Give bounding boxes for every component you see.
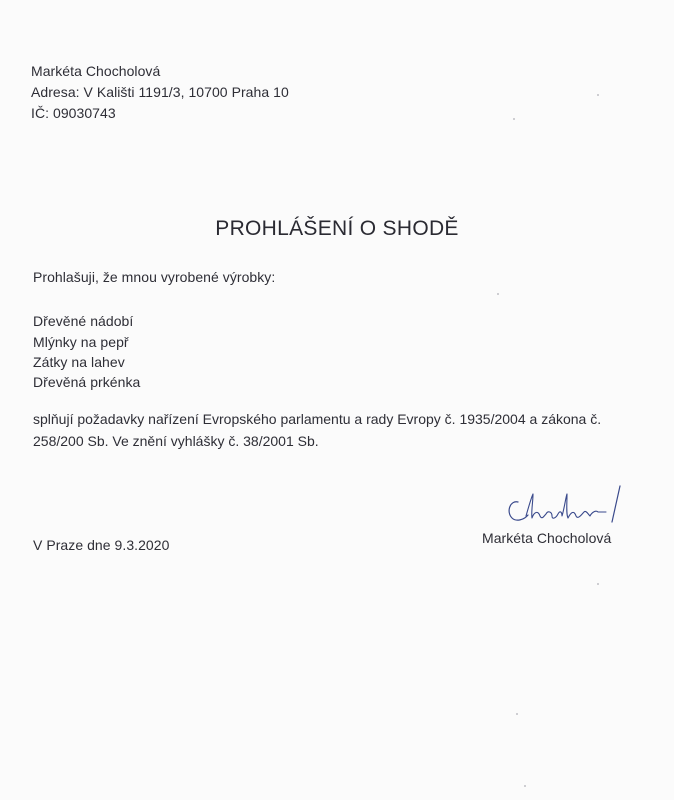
list-item: Dřevěné nádobí xyxy=(33,313,134,329)
signer-name: Markéta Chocholová xyxy=(482,530,612,546)
handwritten-signature xyxy=(500,482,630,530)
scan-speck xyxy=(597,94,599,96)
list-item: Dřevěná prkénka xyxy=(33,374,141,390)
scan-speck xyxy=(597,583,599,585)
sender-address: Adresa: V Kališti 1191/3, 10700 Praha 10 xyxy=(31,84,289,100)
scan-speck xyxy=(524,785,526,787)
scan-speck xyxy=(516,713,518,715)
compliance-line-1: splňují požadavky nařízení Evropského parlamentu a rady Evropy č. 1935/2004 a zákona č. xyxy=(33,411,602,427)
list-item: Mlýnky na pepř xyxy=(33,334,129,350)
scan-speck xyxy=(497,293,499,295)
compliance-paragraph xyxy=(33,408,653,452)
list-item: Zátky na lahev xyxy=(33,354,125,370)
sender-ico: IČ: 09030743 xyxy=(31,105,116,121)
sender-name: Markéta Chocholová xyxy=(31,63,161,79)
place-date: V Praze dne 9.3.2020 xyxy=(33,537,170,553)
intro-text: Prohlašuji, že mnou vyrobené výrobky: xyxy=(33,269,276,285)
compliance-line-2: 258/200 Sb. Ve znění vyhlášky č. 38/2001 Sb. xyxy=(33,433,319,449)
document-title: PROHLÁŠENÍ O SHODĚ xyxy=(215,217,459,240)
scan-speck xyxy=(513,118,515,120)
